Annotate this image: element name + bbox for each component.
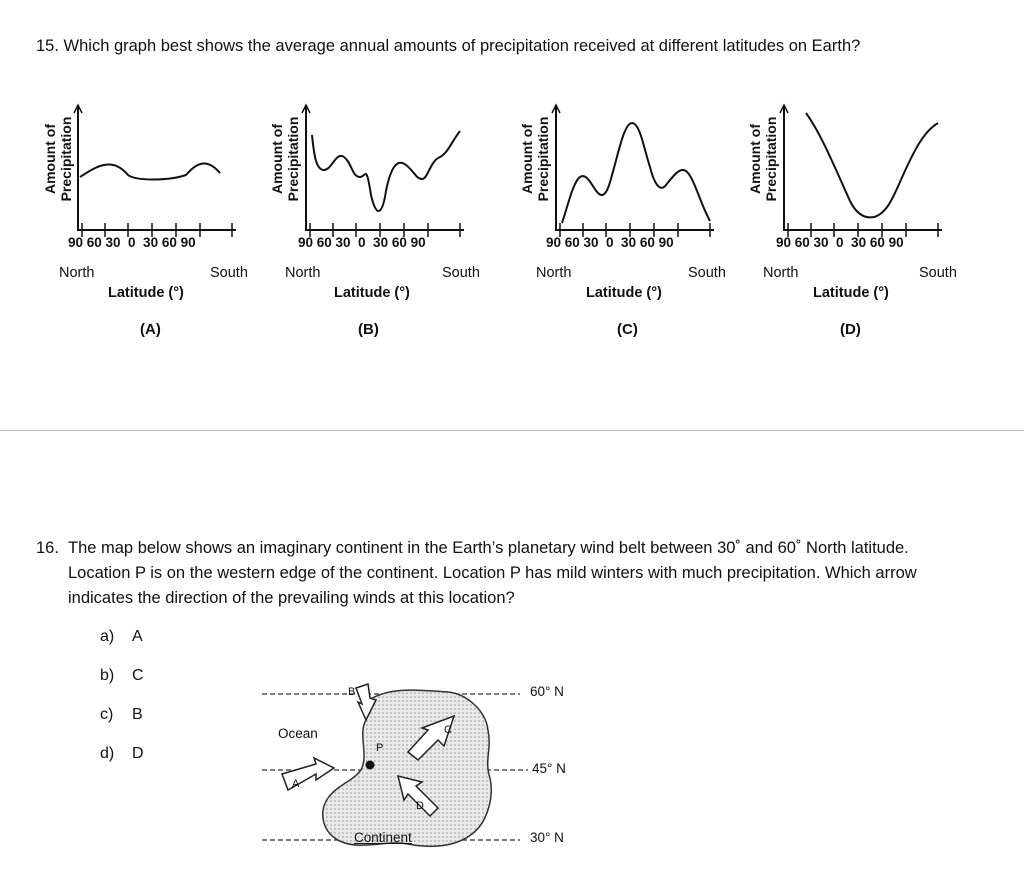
option-letter: d) bbox=[100, 745, 115, 762]
south-label: South bbox=[919, 265, 957, 281]
arrow-a bbox=[282, 758, 334, 790]
wind-belt-map bbox=[258, 672, 588, 862]
north-label: North bbox=[285, 265, 321, 281]
graph-b-plot bbox=[256, 95, 496, 345]
answer-option-c[interactable] bbox=[100, 706, 143, 724]
continent-label: Continent bbox=[354, 830, 412, 845]
x-axis-label: Latitude (°) bbox=[586, 285, 662, 301]
x-tick-labels: 90 60 30 0 30 60 90 bbox=[68, 235, 196, 250]
graph-d[interactable] bbox=[734, 95, 974, 345]
point-p bbox=[366, 761, 375, 770]
x-tick-labels: 90 60 30 0 30 60 90 bbox=[546, 235, 674, 250]
answer-option-b[interactable] bbox=[100, 667, 144, 685]
arrow-c-label: C bbox=[444, 724, 452, 736]
section-divider bbox=[0, 430, 1024, 431]
graph-label: (C) bbox=[617, 321, 638, 338]
graph-d-plot bbox=[734, 95, 974, 345]
x-axis-label: Latitude (°) bbox=[108, 285, 184, 301]
answer-option-d[interactable] bbox=[100, 745, 144, 763]
south-label: South bbox=[688, 265, 726, 281]
ocean-label: Ocean bbox=[278, 726, 318, 741]
arrow-d-label: D bbox=[416, 800, 424, 812]
point-p-label: P bbox=[376, 742, 384, 754]
option-letter: a) bbox=[100, 628, 115, 645]
graph-b[interactable] bbox=[256, 95, 496, 345]
graph-a-plot bbox=[28, 95, 268, 345]
south-label: South bbox=[442, 265, 480, 281]
option-letter: b) bbox=[100, 667, 115, 684]
north-label: North bbox=[763, 265, 799, 281]
question-number: 15. bbox=[36, 37, 59, 55]
question-number: 16. bbox=[36, 539, 59, 557]
option-value: D bbox=[132, 745, 144, 762]
graph-label: (A) bbox=[140, 321, 161, 338]
option-value: C bbox=[132, 667, 144, 684]
question-text: The map below shows an imaginary continent in the Earth’s planetary wind belt between 30˚ and 60˚ North latitude. Location P is on the western edge of the continent. Location P has mild winters with much precipitation. Which arrow indicates the direction of the prevailing winds at this location? bbox=[68, 539, 917, 607]
x-axis-label: Latitude (°) bbox=[813, 285, 889, 301]
option-value: A bbox=[132, 628, 143, 645]
arrow-b-label: B bbox=[348, 686, 356, 698]
question-16 bbox=[36, 536, 966, 611]
latitude-30-label: 30° N bbox=[530, 830, 564, 845]
north-label: North bbox=[536, 265, 572, 281]
graph-label: (D) bbox=[840, 321, 861, 338]
latitude-60-label: 60° N bbox=[530, 684, 564, 699]
answer-option-a[interactable] bbox=[100, 628, 143, 646]
y-axis-label: Amount of Precipitation bbox=[747, 116, 779, 202]
graph-c-plot bbox=[506, 95, 746, 345]
x-axis-label: Latitude (°) bbox=[334, 285, 410, 301]
y-axis-label: Amount of Precipitation bbox=[519, 116, 551, 202]
option-value: B bbox=[132, 706, 143, 723]
graph-label: (B) bbox=[358, 321, 379, 338]
y-axis-label: Amount of Precipitation bbox=[269, 116, 301, 202]
continent-shape bbox=[323, 690, 491, 846]
south-label: South bbox=[210, 265, 248, 281]
x-tick-labels: 90 60 30 0 30 60 90 bbox=[776, 235, 904, 250]
arrow-a-label: A bbox=[292, 778, 300, 790]
y-axis-label: Amount of Precipitation bbox=[42, 116, 74, 202]
x-tick-labels: 90 60 30 0 30 60 90 bbox=[298, 235, 426, 250]
question-15 bbox=[36, 34, 860, 59]
latitude-45-label: 45° N bbox=[532, 761, 566, 776]
question-text: Which graph best shows the average annual amounts of precipitation received at different latitudes on Earth? bbox=[63, 37, 861, 55]
graph-a[interactable] bbox=[28, 95, 268, 345]
option-letter: c) bbox=[100, 706, 114, 723]
north-label: North bbox=[59, 265, 95, 281]
graph-c[interactable] bbox=[506, 95, 746, 345]
